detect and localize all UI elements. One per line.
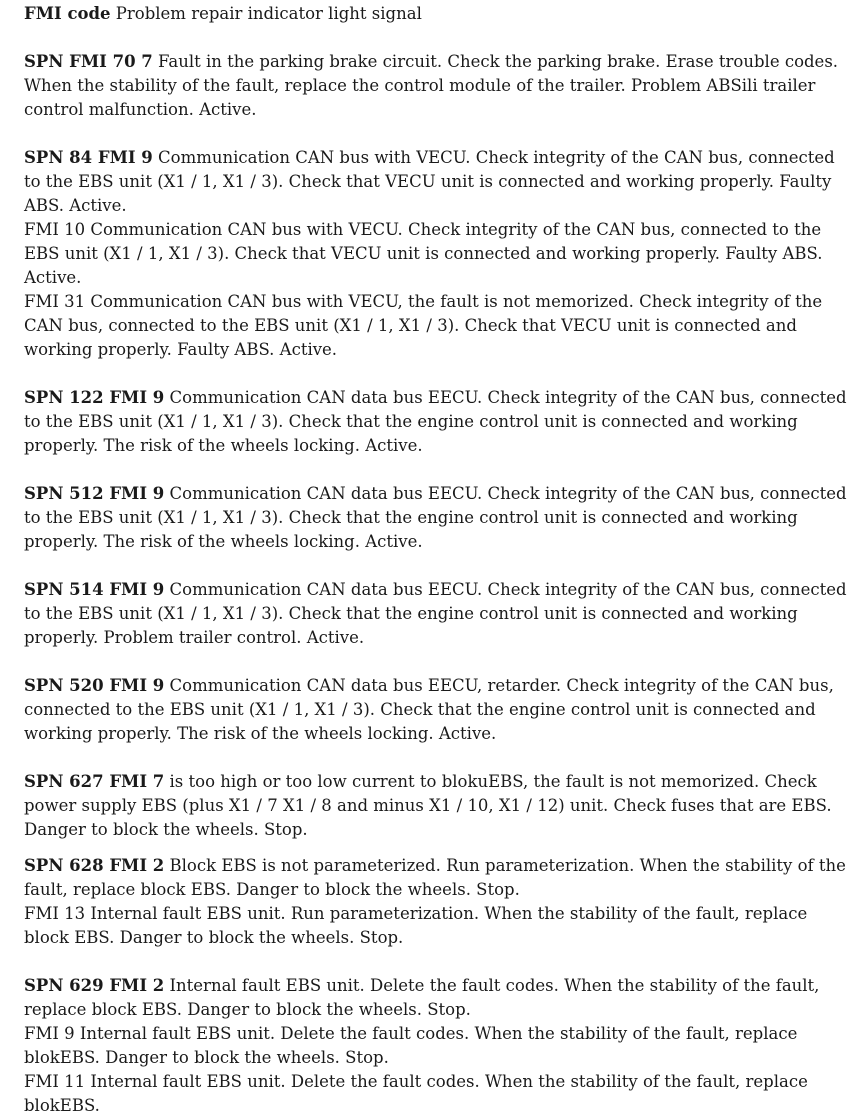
fault-description: Communication CAN data bus EECU. Check integrity of the CAN bus, connected to the EBS unit (X1 / 1, X1 / 3). Check that the engine control unit is connected and working properly. The risk of the wheels locking. Active. xyxy=(24,388,847,455)
fault-entry-main xyxy=(24,770,854,842)
fault-sub-entry: FMI 31 Communication CAN bus with VECU, the fault is not memorized. Check integrity of the CAN bus, connected to the EBS unit (X1 / 1, X1 / 3). Check that VECU unit is connected and working properly. Faulty ABS. Active. xyxy=(24,292,823,359)
fault-entry-spn-84 xyxy=(24,146,854,362)
fault-entry-spn-512 xyxy=(24,482,854,554)
fault-entry-main xyxy=(24,578,854,650)
page-title-rest: Problem repair indicator light signal xyxy=(110,4,422,23)
fault-code: SPN 629 FMI 2 xyxy=(24,976,165,995)
fault-entry-main xyxy=(24,146,854,218)
fault-entry-spn-fmi-70-7 xyxy=(24,50,854,122)
fault-entry-spn-628 xyxy=(24,854,854,950)
fault-entry-main xyxy=(24,482,854,554)
fault-entry-spn-514 xyxy=(24,578,854,650)
fault-description: is too high or too low current to blokuEBS, the fault is not memorized. Check power supply EBS (plus X1 / 7 X1 / 8 and minus X1 / 10, X1 / 12) unit. Check fuses that are EBS. Danger to block the wheels. Stop. xyxy=(24,772,832,839)
fault-code: SPN 514 FMI 9 xyxy=(24,580,165,599)
fault-code: SPN 512 FMI 9 xyxy=(24,484,165,503)
fault-description: Communication CAN data bus EECU, retarder. Check integrity of the CAN bus, connected to the EBS unit (X1 / 1, X1 / 3). Check that the engine control unit is connected and working properly. The risk of the wheels locking. Active. xyxy=(24,676,834,743)
fault-description: Internal fault EBS unit. Delete the fault codes. When the stability of the fault, replace block EBS. Danger to block the wheels. Stop. xyxy=(24,976,820,1019)
fault-entry-spn-627 xyxy=(24,770,854,842)
page-title xyxy=(24,2,854,26)
fault-description: Block EBS is not parameterized. Run parameterization. When the stability of the fault, replace block EBS. Danger to block the wheels. Stop. xyxy=(24,856,846,899)
document-body xyxy=(24,0,854,1118)
fault-sub-entry: FMI 10 Communication CAN bus with VECU. Check integrity of the CAN bus, connected to the EBS unit (X1 / 1, X1 / 3). Check that VECU unit is connected and working properly. Faulty ABS. Active. xyxy=(24,220,823,287)
fault-sub-entry: FMI 13 Internal fault EBS unit. Run parameterization. When the stability of the fault, replace block EBS. Danger to block the wheels. Stop. xyxy=(24,904,808,947)
page-title-code: FMI code xyxy=(24,4,111,23)
fault-code: SPN FMI 70 7 xyxy=(24,52,153,71)
fault-entry-main xyxy=(24,974,854,1022)
fault-entry-spn-122 xyxy=(24,386,854,458)
fault-description: Communication CAN data bus EECU. Check integrity of the CAN bus, connected to the EBS unit (X1 / 1, X1 / 3). Check that the engine control unit is connected and working properly. Problem trailer control. Active. xyxy=(24,580,847,647)
fault-sub-entry: FMI 9 Internal fault EBS unit. Delete the fault codes. When the stability of the fault, replace blokEBS. Danger to block the wheels. Stop. xyxy=(24,1024,798,1067)
fault-code: SPN 627 FMI 7 xyxy=(24,772,165,791)
fault-description: Communication CAN bus with VECU. Check integrity of the CAN bus, connected to the EBS unit (X1 / 1, X1 / 3). Check that VECU unit is connected and working properly. Faulty ABS. Active. xyxy=(24,148,835,215)
fault-code: SPN 628 FMI 2 xyxy=(24,856,165,875)
fault-code: SPN 84 FMI 9 xyxy=(24,148,153,167)
fault-entry-main xyxy=(24,854,854,902)
fault-entry-main xyxy=(24,674,854,746)
fault-sub-entry: FMI 11 Internal fault EBS unit. Delete the fault codes. When the stability of the fault, replace blokEBS. xyxy=(24,1072,808,1115)
fault-description: Fault in the parking brake circuit. Check the parking brake. Erase trouble codes. When the stability of the fault, replace the control module of the trailer. Problem ABSili trailer control malfunction. Active. xyxy=(24,52,839,119)
fault-description: Communication CAN data bus EECU. Check integrity of the CAN bus, connected to the EBS unit (X1 / 1, X1 / 3). Check that the engine control unit is connected and working properly. The risk of the wheels locking. Active. xyxy=(24,484,847,551)
fault-entry-spn-629 xyxy=(24,974,854,1118)
fault-entry-main xyxy=(24,50,854,122)
fault-entry-spn-520 xyxy=(24,674,854,746)
fault-code: SPN 520 FMI 9 xyxy=(24,676,165,695)
fault-code: SPN 122 FMI 9 xyxy=(24,388,165,407)
fault-entry-main xyxy=(24,386,854,458)
